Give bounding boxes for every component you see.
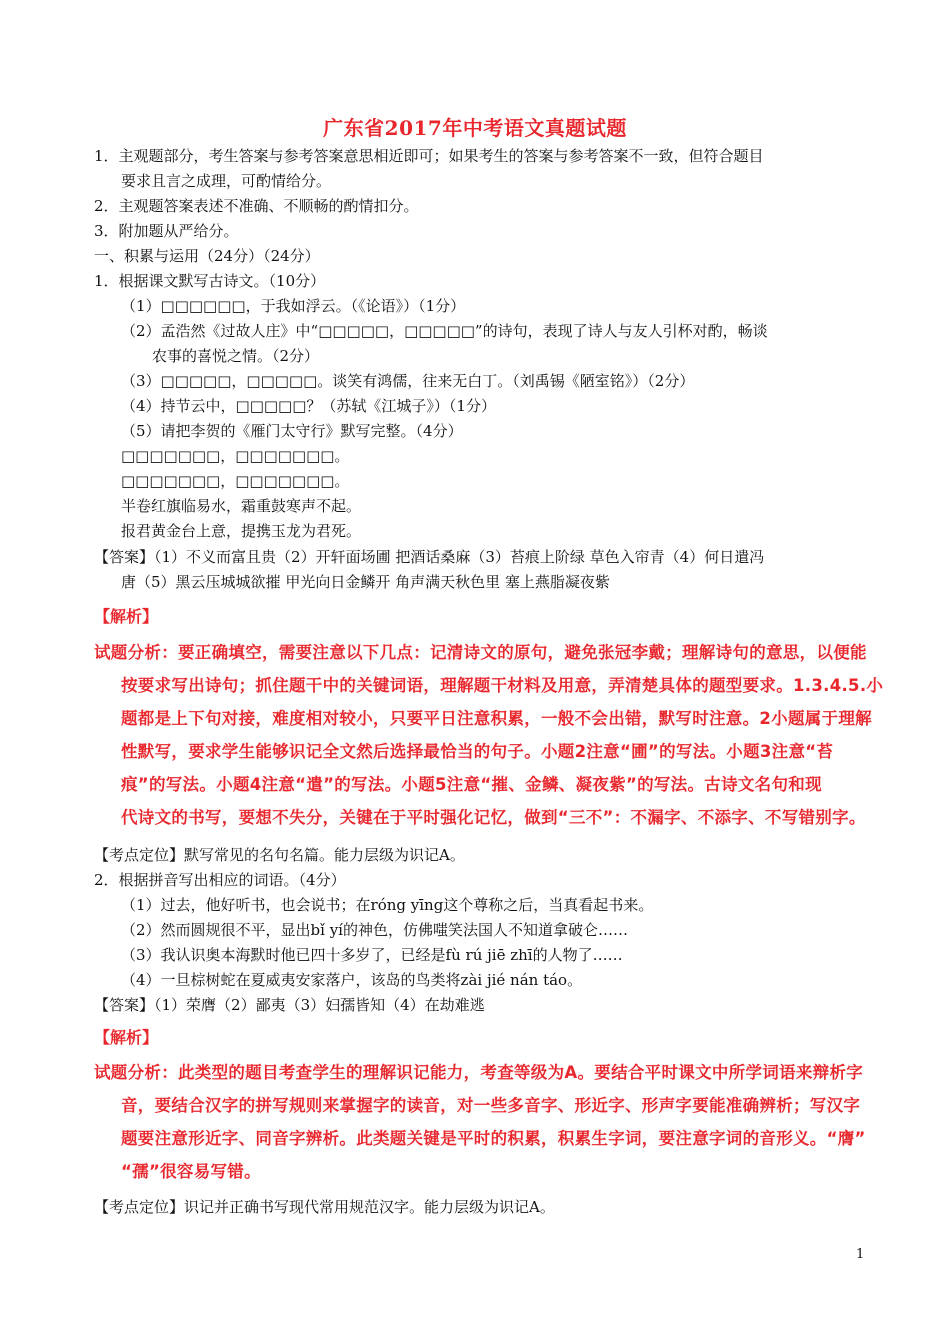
- q1-kaodian: 【考点定位】默写常见的名句名篇。能力层级为识记A。: [94, 846, 465, 864]
- note-2: 2．主观题答案表述不准确、不顺畅的酌情扣分。: [94, 197, 419, 215]
- q2-analysis-line: 题要注意形近字、同音字辨析。此类题关键是平时的积累，积累生字词，要注意字词的音形义。“膺”: [121, 1129, 866, 1148]
- poem-line-1: □□□□□□□，□□□□□□□。: [121, 447, 350, 465]
- page-number: 1: [856, 1247, 865, 1262]
- q1-sub5: （5）请把李贺的《雁门太守行》默写完整。（4分）: [121, 422, 463, 440]
- poem-line-3: 半卷红旗临易水，霜重鼓寒声不起。: [121, 497, 362, 515]
- poem-line-4: 报君黄金台上意，提携玉龙为君死。: [121, 522, 362, 540]
- note-3: 3．附加题从严给分。: [94, 222, 239, 240]
- q2-sub3: （3）我认识奥本海默时他已四十多岁了，已经是fù rú jiē zhī的人物了……: [121, 946, 623, 964]
- q1-sub1: （1）□□□□□□，于我如浮云。（《论语》）（1分）: [121, 297, 466, 315]
- poem-line-2: □□□□□□□，□□□□□□□。: [121, 472, 350, 490]
- q2-sub4: （4）一旦棕树蛇在夏威夷安家落户，该岛的鸟类将zài jié nán táo。: [121, 971, 583, 989]
- q2-analysis-line: 音，要结合汉字的拼写规则来掌握字的读音，对一些多音字、形近字、形声字要能准确辨析；写汉字: [121, 1096, 861, 1115]
- q1-sub4: （4）持节云中，□□□□□？（苏轼《江城子》）（1分）: [121, 397, 496, 415]
- section-heading: 一、积累与运用（24分）（24分）: [94, 247, 320, 265]
- q2-answer: 【答案】（1）荣膺（2）鄙夷（3）妇孺皆知（4）在劫难逃: [94, 996, 485, 1014]
- q1-answer-cont: 唐（5）黑云压城城欲摧 甲光向日金鳞开 角声满天秋色里 塞上燕脂凝夜紫: [121, 573, 610, 591]
- q2-sub2: （2）然而圆规很不平，显出bǐ yí的神色，仿佛嗤笑法国人不知道拿破仑……: [121, 921, 628, 939]
- q1-analysis-line: 痕”的写法。小题4注意“遣”的写法。小题5注意“摧、金鳞、凝夜紫”的写法。古诗文名句和现: [121, 775, 822, 794]
- q1-analysis-line: 代诗文的书写，要想不失分，关键在于平时强化记忆，做到“三不”：不漏字、不添字、不写错别字。: [121, 808, 866, 827]
- note-1: 1．主观题部分，考生答案与参考答案意思相近即可；如果考生的答案与参考答案不一致，但符合题目: [94, 147, 764, 165]
- q1-analysis-line: 试题分析：要正确填空，需要注意以下几点：记清诗文的原句，避免张冠李戴；理解诗句的意思，以便能: [94, 643, 867, 662]
- q1-analysis-line: 题都是上下句对接，难度相对较小，只要平日注意积累，一般不会出错，默写时注意。2小题属于理解: [121, 709, 872, 728]
- q1-analysis-line: 按要求写出诗句；抓住题干中的关键词语，理解题干材料及用意，弄清楚具体的题型要求。1.3.4.5.小: [121, 676, 884, 695]
- q1-stem: 1．根据课文默写古诗文。（10分）: [94, 272, 326, 290]
- note-1-cont: 要求且言之成理，可酌情给分。: [121, 172, 332, 190]
- q2-analysis-line: “孺”很容易写错。: [121, 1162, 261, 1181]
- q2-kaodian: 【考点定位】识记并正确书写现代常用规范汉字。能力层级为识记A。: [94, 1198, 555, 1216]
- q2-stem: 2．根据拼音写出相应的词语。（4分）: [94, 871, 346, 889]
- q2-analysis-line: 试题分析：此类型的题目考查学生的理解识记能力，考查等级为A。要结合平时课文中所学词语来辩析字: [94, 1063, 864, 1082]
- q1-sub3: （3）□□□□□，□□□□□。谈笑有鸿儒，往来无白丁。（刘禹锡《陋室铭》）（2分）: [121, 372, 695, 390]
- q1-analysis-label: 【解析】: [94, 607, 159, 626]
- q1-analysis-line: 性默写，要求学生能够识记全文然后选择最恰当的句子。小题2注意“圃”的写法。小题3注意“苔: [121, 742, 834, 761]
- document-title: 广东省2017年中考语文真题试题: [323, 116, 627, 140]
- q1-sub2: （2）孟浩然《过故人庄》中“□□□□□，□□□□□”的诗句，表现了诗人与友人引杯对酌，畅谈: [121, 322, 768, 340]
- q2-sub1: （1）过去，他好听书，也会说书；在róng yīng这个尊称之后，当真看起书来。: [121, 896, 654, 914]
- q1-answer: 【答案】（1）不义而富且贵（2）开轩面场圃 把酒话桑麻（3）苔痕上阶绿 草色入帘青（4）何日遣冯: [94, 548, 765, 566]
- q1-sub2-cont: 农事的喜悦之情。（2分）: [152, 347, 320, 365]
- q2-analysis-label: 【解析】: [94, 1028, 159, 1047]
